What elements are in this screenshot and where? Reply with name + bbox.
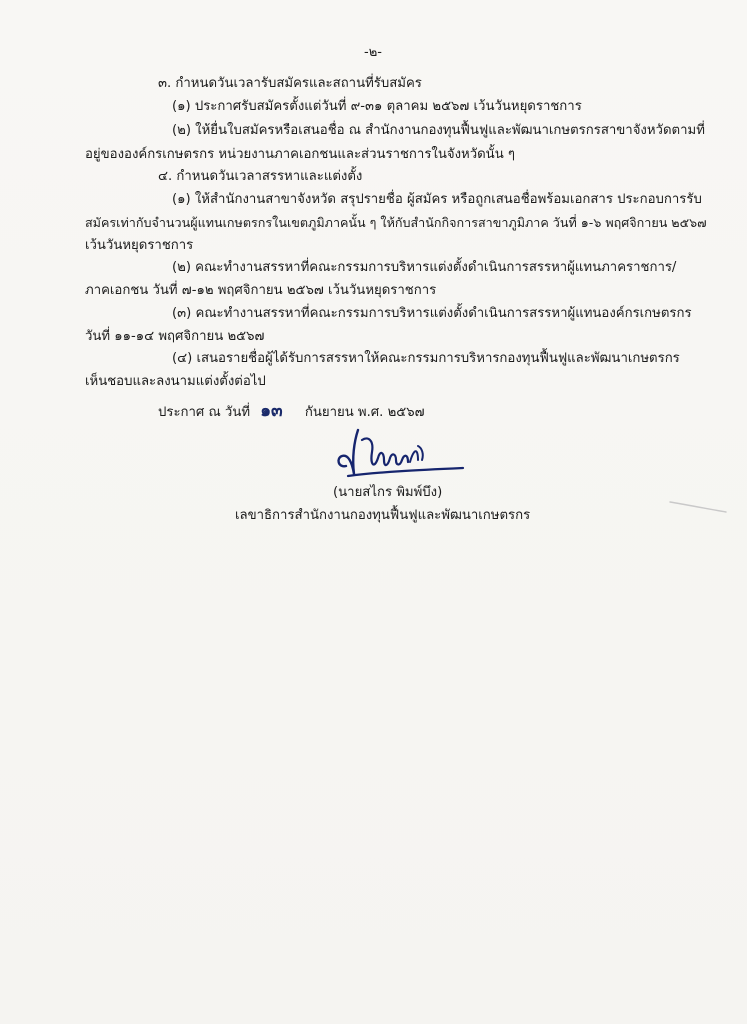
section-3-item-1: (๑) ประกาศรับสมัครตั้งแต่วันที่ ๙-๓๑ ตุลาคม ๒๕๖๗ เว้นวันหยุดราชการ [172,99,582,114]
section-3-heading: ๓. กำหนดวันเวลารับสมัครและสถานที่รับสมัคร [158,76,422,91]
section-4-item-3-line-1: (๓) คณะทำงานสรรหาที่คณะกรรมการบริหารแต่งตั้งดำเนินการสรรหาผู้แทนองค์กรเกษตรกร [172,306,692,321]
section-4-item-3-line-2: วันที่ ๑๑-๑๔ พฤศจิกายน ๒๕๖๗ [85,329,265,344]
announcement-month-year: กันยายน พ.ศ. ๒๕๖๗ [304,405,425,420]
handwritten-signature [318,418,468,486]
section-3-item-2-line-2: อยู่ขององค์กรเกษตรกร หน่วยงานภาคเอกชนและส่วนราชการในจังหวัดนั้น ๆ [85,147,515,162]
section-4-item-1-line-3: เว้นวันหยุดราชการ [85,238,194,253]
section-4-item-1-line-1: (๑) ให้สำนักงานสาขาจังหวัด สรุปรายชื่อ ผู้สมัคร หรือถูกเสนอชื่อพร้อมเอกสาร ประกอบการรับ [172,192,702,207]
section-4-item-4-line-1: (๔) เสนอรายชื่อผู้ได้รับการสรรหาให้คณะกรรมการบริหารกองทุนฟื้นฟูและพัฒนาเกษตรกร [172,351,680,366]
section-4-item-2-line-1: (๒) คณะทำงานสรรหาที่คณะกรรมการบริหารแต่งตั้งดำเนินการสรรหาผู้แทนภาคราชการ/ [172,260,677,275]
announcement-day: ๑๓ [260,401,283,421]
announcement-prefix: ประกาศ ณ วันที่ [158,405,251,420]
section-4-heading: ๔. กำหนดวันเวลาสรรหาและแต่งตั้ง [158,169,363,184]
page-number: -๒- [364,45,382,60]
section-4-item-2-line-2: ภาคเอกชน วันที่ ๗-๑๒ พฤศจิกายน ๒๕๖๗ เว้นวันหยุดราชการ [85,283,437,298]
section-4-item-4-line-2: เห็นชอบและลงนามแต่งตั้งต่อไป [85,374,266,389]
signatory-name: (นายสไกร พิมพ์บึง) [333,485,443,500]
section-4-item-1-line-2: สมัครเท่ากับจำนวนผู้แทนเกษตรกรในเขตภูมิภาคนั้น ๆ ให้กับสำนักกิจการสาขาภูมิภาค วันที่ ๑-๖ พฤศจิกายน ๒๕๖๗ [85,215,707,230]
section-3-item-2-line-1: (๒) ให้ยื่นใบสมัครหรือเสนอชื่อ ณ สำนักงานกองทุนฟื้นฟูและพัฒนาเกษตรกรสาขาจังหวัดตามที่ [172,123,705,138]
scan-mark [668,500,728,514]
signatory-title: เลขาธิการสำนักงานกองทุนฟื้นฟูและพัฒนาเกษตรกร [235,508,531,523]
